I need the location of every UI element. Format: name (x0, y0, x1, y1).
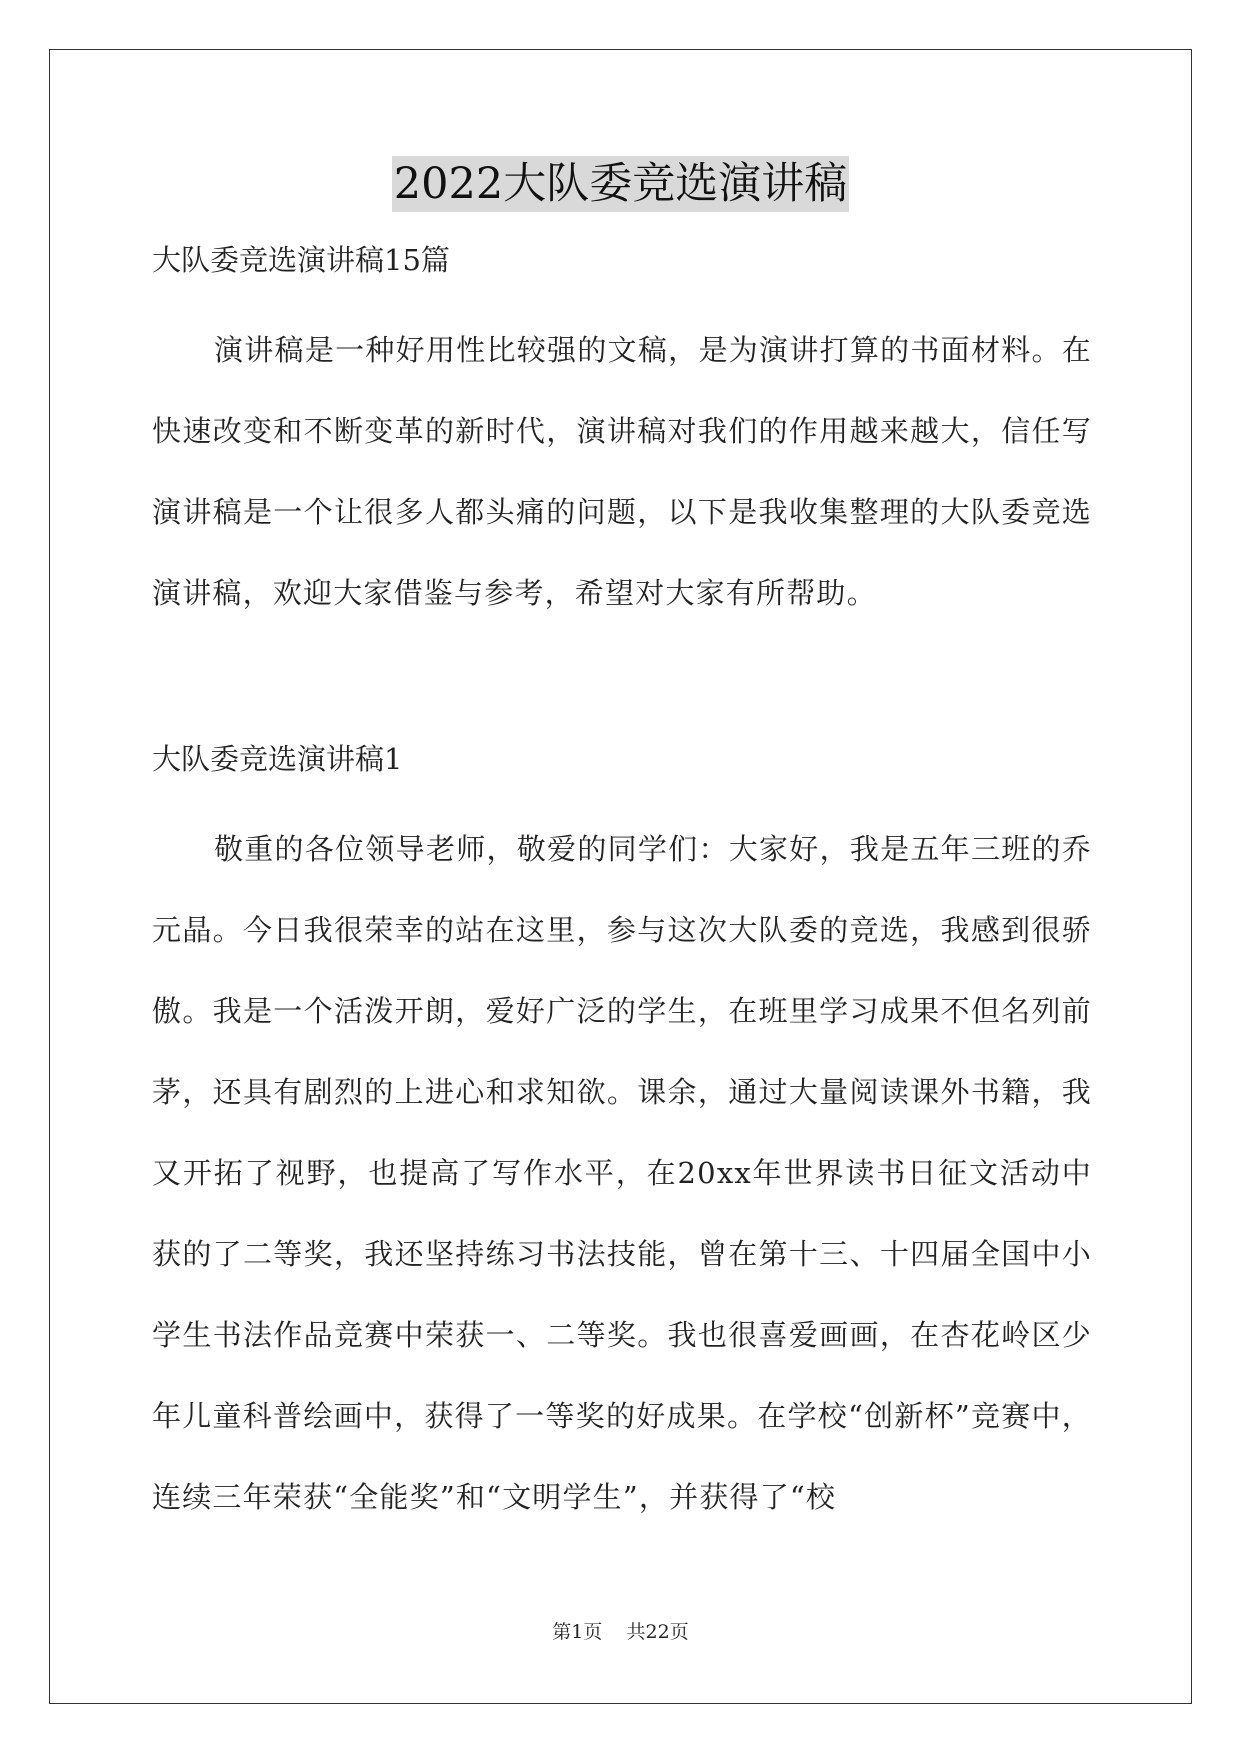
document-body (152, 240, 1092, 1538)
title-wrap (0, 156, 1241, 212)
document-subtitle: 大队委竞选演讲稿15篇 (152, 243, 450, 277)
document-title: 2022大队委竞选演讲稿 (392, 156, 849, 212)
page-footer (0, 1620, 1241, 1644)
section-heading: 大队委竞选演讲稿1 (152, 742, 403, 776)
section-paragraph: 敬重的各位领导老师，敬爱的同学们：大家好，我是五年三班的乔元晶。今日我很荣幸的站在这里，参与这次大队委的竞选，我感到很骄傲。我是一个活泼开朗，爱好广泛的学生，在班里学习成果不但名列前茅，还具有剧烈的上进心和求知欲。课余，通过大量阅读课外书籍，我又开拓了视野，也提高了写作水平，在20xx年世界读书日征文活动中获的了二等奖，我还坚持练习书法技能，曾在第十三、十四届全国中小学生书法作品竞赛中荣获一、二等奖。我也很喜爱画画，在杏花岭区少年儿童科普绘画中，获得了一等奖的好成果。在学校“创新杯”竞赛中，连续三年荣获“全能奖”和“文明学生”，并获得了“校 (152, 832, 1092, 1514)
page-total: 共22页 (626, 1621, 689, 1643)
page-number: 第1页 (552, 1621, 603, 1643)
intro-paragraph: 演讲稿是一种好用性比较强的文稿，是为演讲打算的书面材料。在快速改变和不断变革的新时代，演讲稿对我们的作用越来越大，信任写演讲稿是一个让很多人都头痛的问题，以下是我收集整理的大队委竞选演讲稿，欢迎大家借鉴与参考，希望对大家有所帮助。 (152, 333, 1092, 610)
